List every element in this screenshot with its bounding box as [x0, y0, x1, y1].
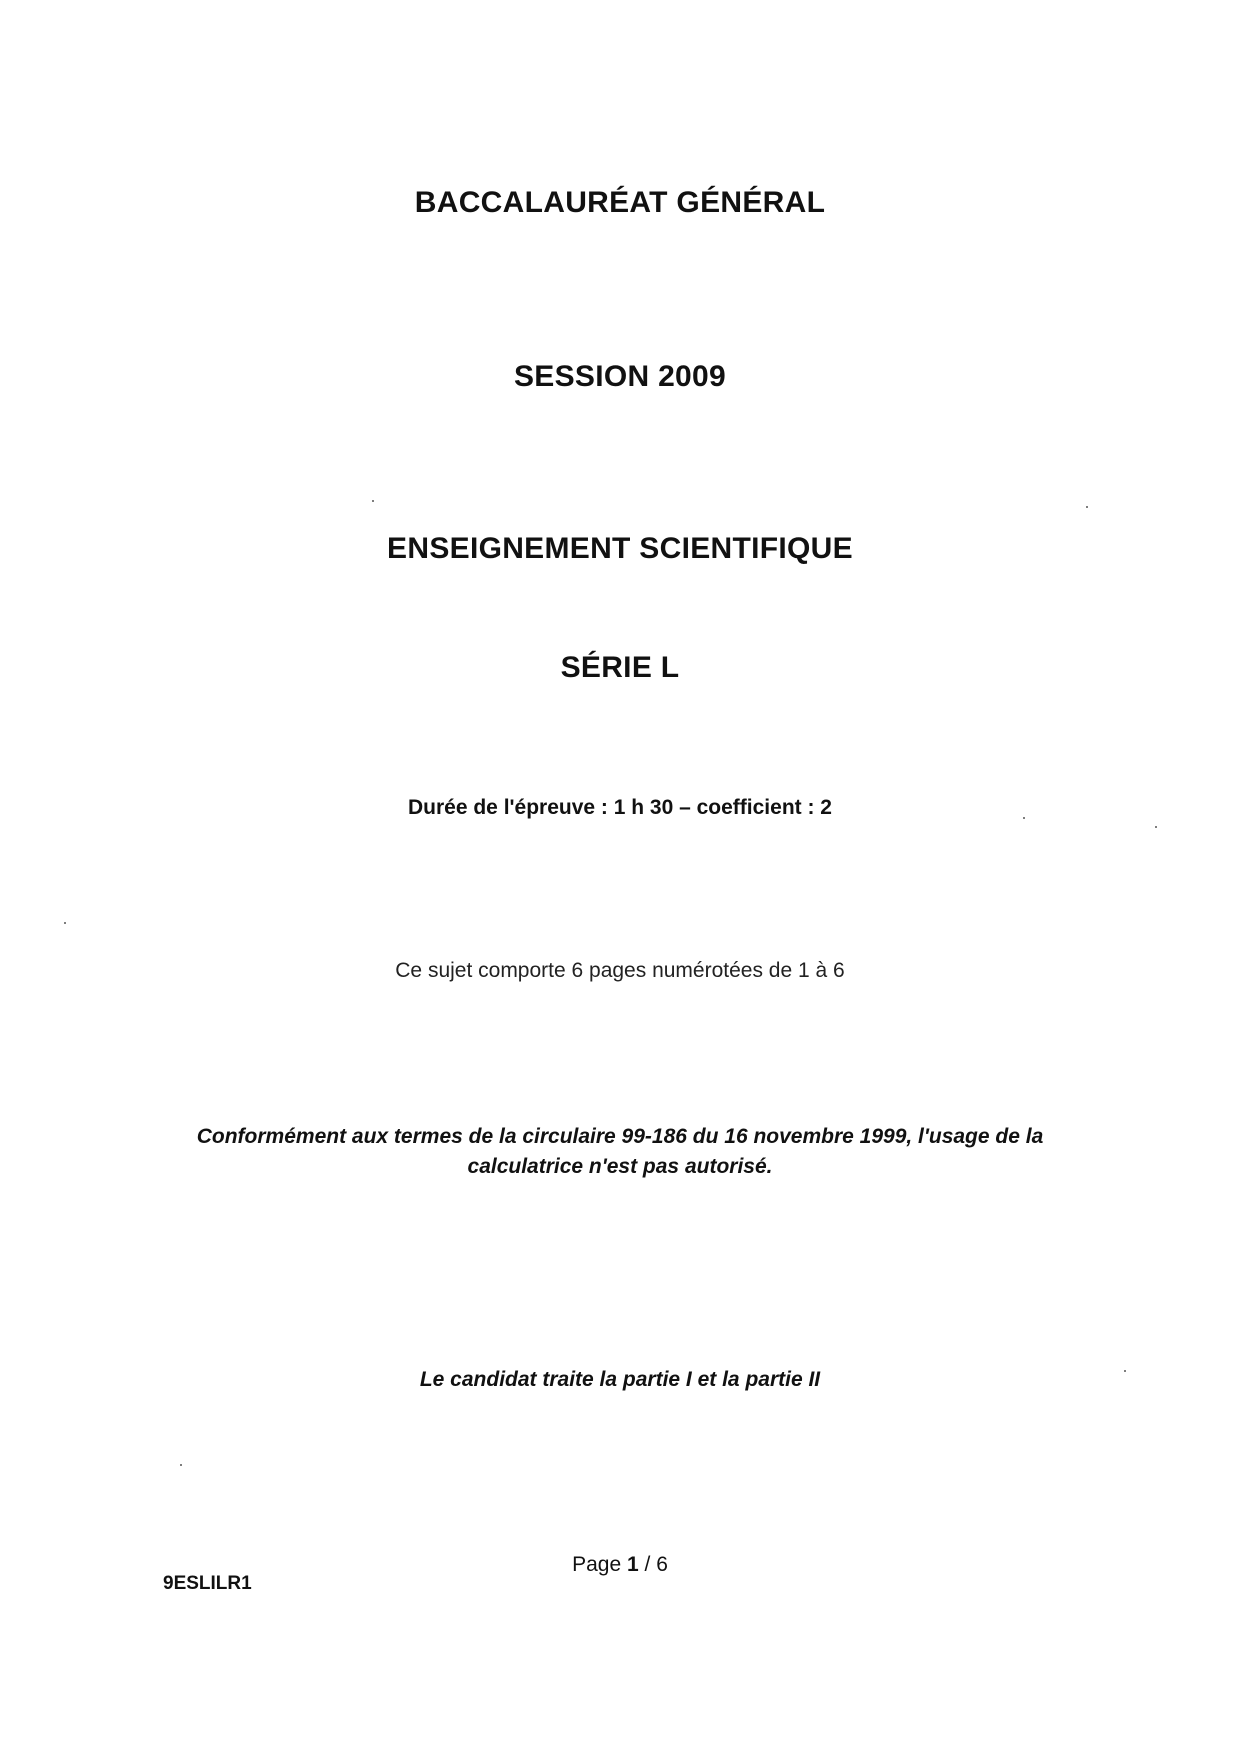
subject-heading: ENSEIGNEMENT SCIENTIFIQUE	[387, 532, 853, 565]
page-current: 1	[626, 1553, 639, 1576]
page-count-note: Ce sujet comporte 6 pages numérotées de 1 à 6	[395, 959, 845, 982]
page-separator: /	[644, 1553, 651, 1576]
exam-title: BACCALAURÉAT GÉNÉRAL	[414, 186, 826, 219]
scan-speck	[1124, 1370, 1126, 1372]
page-total: 6	[656, 1553, 668, 1576]
scan-speck	[1086, 506, 1088, 508]
calculator-notice-line-1: Conformément aux termes de la circulaire 99-186 du 16 novembre 1999, l'usage de la	[196, 1125, 1044, 1148]
session-heading: SESSION 2009	[513, 360, 727, 393]
scan-speck	[372, 500, 374, 502]
series-heading: SÉRIE L	[560, 651, 680, 684]
subject-code: 9ESLILR1	[163, 1573, 252, 1594]
scan-speck	[180, 1464, 182, 1466]
scan-speck	[1155, 826, 1157, 828]
calculator-notice-line-2: calculatrice n'est pas autorisé.	[467, 1155, 773, 1178]
page-label: Page	[572, 1553, 622, 1576]
exam-duration: Durée de l'épreuve : 1 h 30 – coefficient : 2	[408, 796, 832, 819]
scan-speck	[1023, 817, 1025, 819]
candidate-instructions: Le candidat traite la partie I et la partie II	[419, 1368, 821, 1391]
scan-speck	[64, 922, 66, 924]
